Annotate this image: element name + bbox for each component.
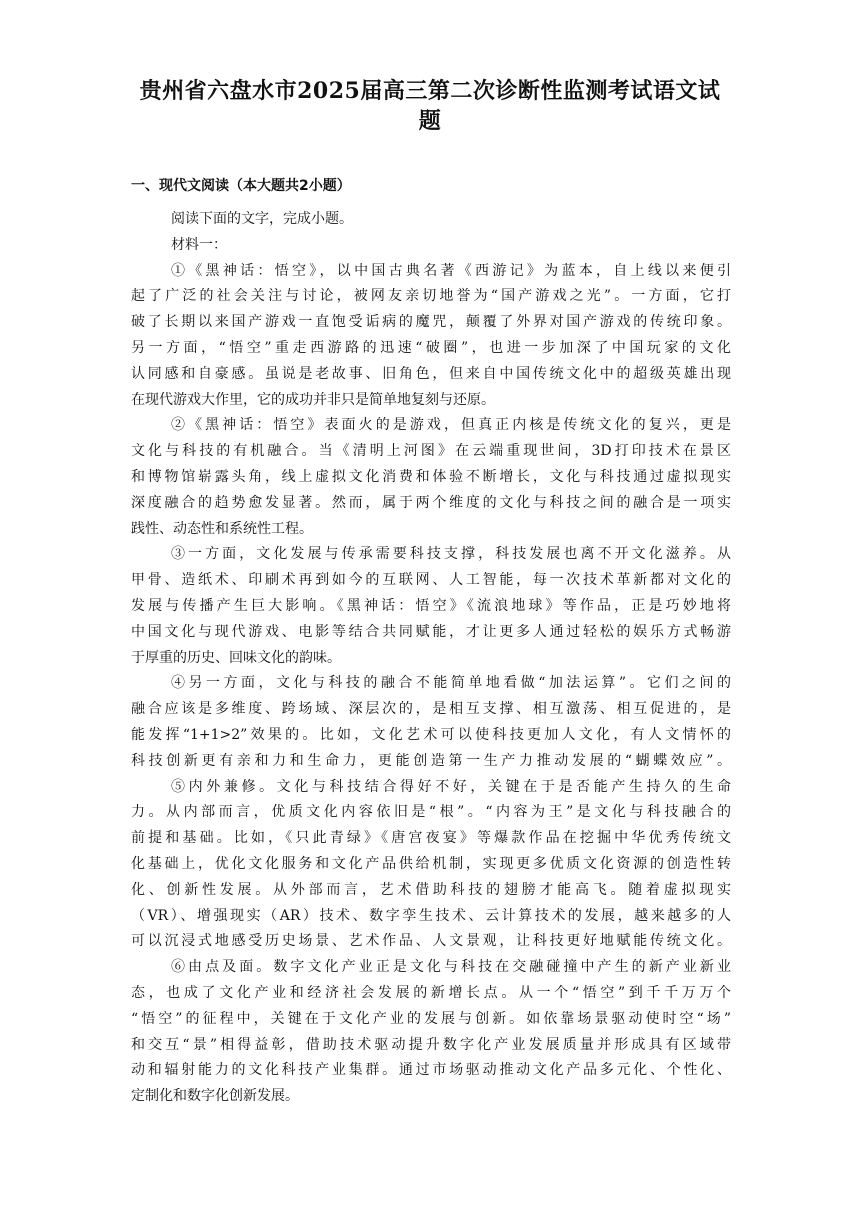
passage-line: 起了广泛的社会关注与讨论，被网友亲切地誉为“国产游戏之光”。一方面，它打	[131, 288, 731, 305]
passage-line: 阅读下面的文字，完成小题。	[171, 211, 353, 227]
passage-line: 和博物馆崭露头角，线上虚拟文化消费和体验不断增长，文化与科技通过虚拟现实	[131, 468, 731, 485]
passage-line: 于厚重的历史、回味文化的韵味。	[131, 649, 341, 666]
passage-line: 能发挥“1+1>2”效果的。比如，文化艺术可以使科技更加人文化，有人文情怀的	[131, 726, 731, 743]
passage-line: 化、创新性发展。从外部而言，艺术借助科技的翅膀才能高飞。随着虚拟现实	[131, 881, 731, 898]
passage-line: 在现代游戏大作里，它的成功并非只是简单地复刻与还原。	[131, 391, 495, 408]
title-line-1: 贵州省六盘水市2025届高三第二次诊断性监测考试语文试	[139, 78, 721, 104]
passage-line: 和交互“景”相得益彰，借助技术驱动提升数字化产业发展质量并形成具有区域带	[131, 1036, 731, 1053]
passage-line: ①《黑神话：悟空》，以中国古典名著《西游记》为蓝本，自上线以来便引	[171, 262, 731, 279]
document-title	[60, 76, 800, 136]
passage-line: 可以沉浸式地感受历史场景、艺术作品、人文景观，让科技更好地赋能传统文化。	[131, 933, 731, 950]
passage-line: 态，也成了文化产业和经济社会发展的新增长点。从一个“悟空”到千千万万个	[131, 984, 731, 1001]
passage-line: 发展与传播产生巨大影响。《黑神话：悟空》《流浪地球》等作品，正是巧妙地将	[131, 597, 731, 614]
passage-line: （VR）、增强现实（AR）技术、数字孪生技术、云计算技术的发展，越来越多的人	[131, 907, 731, 924]
passage-line: 科技创新更有亲和力和生命力，更能创造第一生产力推动发展的“蝴蝶效应”。	[131, 752, 731, 769]
passage-line: 深度融合的趋势愈发显著。然而，属于两个维度的文化与科技之间的融合是一项实	[131, 494, 731, 511]
passage-line: 认同感和自豪感。虽说是老故事、旧角色，但来自中国传统文化中的超级英雄出现	[131, 365, 731, 382]
passage-line: ②《黑神话：悟空》表面火的是游戏，但真正内核是传统文化的复兴，更是	[171, 417, 731, 434]
passage-line: ④另一方面，文化与科技的融合不能简单地看做“加法运算”。它们之间的	[171, 675, 731, 692]
passage-line: 材料一：	[171, 236, 227, 253]
passage-line: ③一方面，文化发展与传承需要科技支撑，科技发展也离不开文化滋养。从	[171, 546, 731, 563]
passage-line: ⑤内外兼修。文化与科技结合得好不好，关键在于是否能产生持久的生命	[171, 778, 731, 795]
passage-line: 甲骨、造纸术、印刷术再到如今的互联网、人工智能，每一次技术革新都对文化的	[131, 572, 731, 589]
passage-line: 另一方面，“悟空”重走西游路的迅速“破圈”，也进一步加深了中国玩家的文化	[131, 339, 731, 356]
passage-line: ⑥由点及面。数字文化产业正是文化与科技在交融碰撞中产生的新产业新业	[171, 959, 731, 976]
passage-line: 破了长期以来国产游戏一直饱受诟病的魔咒，颠覆了外界对国产游戏的传统印象。	[131, 314, 731, 331]
passage-line: “悟空”的征程中，关键在于文化产业的发展与创新。如依靠场景驱动使时空“场”	[131, 1010, 731, 1027]
section-heading: 一、现代文阅读（本大题共2小题）	[131, 178, 351, 194]
passage-line: 融合应该是多维度、跨场域、深层次的，是相互支撑、相互激荡、相互促进的，是	[131, 701, 731, 718]
passage-line: 前提和基础。比如，《只此青绿》《唐宫夜宴》等爆款作品在挖掘中华优秀传统文	[131, 830, 731, 847]
passage-line: 动和辐射能力的文化科技产业集群。通过市场驱动推动文化产品多元化、个性化、	[131, 1062, 731, 1079]
passage-line: 文化与科技的有机融合。当《清明上河图》在云端重现世间，3D打印技术在景区	[131, 443, 731, 460]
passage-line: 中国文化与现代游戏、电影等结合共同赋能，才让更多人通过轻松的娱乐方式畅游	[131, 623, 731, 640]
passage-body	[131, 207, 731, 1110]
passage-line: 践性、动态性和系统性工程。	[131, 520, 313, 537]
title-line-2: 题	[418, 108, 442, 134]
passage-line: 力。从内部而言，优质文化内容依旧是“根”。“内容为王”是文化与科技融合的	[131, 804, 731, 821]
passage-line: 化基础上，优化文化服务和文化产品供给机制，实现更多优质文化资源的创造性转	[131, 855, 731, 872]
passage-line: 定制化和数字化创新发展。	[131, 1088, 299, 1105]
